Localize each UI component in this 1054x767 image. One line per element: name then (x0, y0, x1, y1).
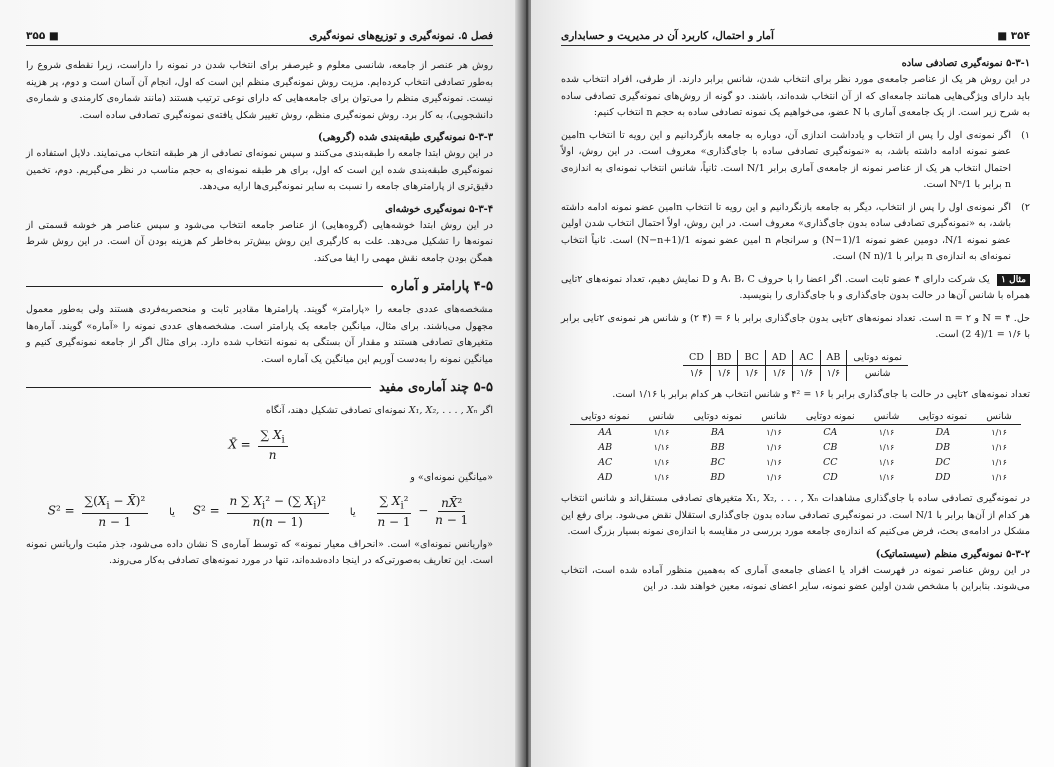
without-replacement-table (683, 350, 908, 381)
table-cell: ۱/۶ (820, 365, 847, 381)
table-cell: DC (935, 457, 951, 468)
table-cell: AC (598, 457, 613, 468)
list-item (561, 128, 1030, 200)
params-text: مشخصه‌های عددی جامعه را «پارامتر» گویند. پارامترها مقادیر ثابت و منحصربه‌فردی هستند ولی به‌طور معمول مجهول می‌باشند. برای مثال، میانگین جامعه یک پارامتر است. مشخصه‌های عددی نمونه را «آماره» گویند. آماره‌ها متغیرهای تصادفی هستند و مقدار آن بستگی به نمونه انتخاب شده دارد. برای مثال اگر از جامعه نمونه‌گیری کنیم و میانگین نمونه را به‌دست آوریم این میانگین یک آماره است. (26, 304, 493, 365)
table-row (570, 455, 1020, 470)
table-cell: ۱/۱۶ (653, 443, 670, 452)
table-cell: ۱/۱۶ (878, 473, 895, 482)
stratified-text: در این روش ابتدا جامعه را طبقه‌بندی می‌کنند و سپس نمونه‌ای تصادفی از هر طبقه انتخاب می‌نمایند. دلایل استفاده از نمونه‌گیری طبقه‌بندی شده این است که اول، برای هر طبقه نمونه‌ای به حجم مناسب در نظر می‌گیریم. دوم، تخمین دقیق‌تری از پارامترهای جامعه را نسبت به سایر نمونه‌گیری‌ها ارایه می‌دهد. (26, 148, 493, 192)
right-page (531, 0, 1054, 767)
params-section-title: ۴-۵ پارامتر و آماره (390, 279, 493, 294)
right-header-title: آمار و احتمال، کاربرد آن در مدیریت و حسابداری (561, 30, 774, 42)
table-cell: BC (710, 457, 725, 468)
or-word: یا (349, 507, 356, 519)
table-cell: DA (935, 427, 951, 438)
column-header: نمونه دوتایی (683, 409, 753, 425)
table-cell: BD (710, 350, 738, 366)
stats-intro-suffix: نمونه‌ای تصادفی تشکیل دهند، آنگاه (265, 405, 406, 416)
left-page-header (26, 30, 493, 46)
table-header-row (570, 409, 1020, 425)
table-cell: AC (793, 350, 820, 366)
srs-heading: ۵-۳-۱ نمونه‌گیری تصادفی ساده (901, 58, 1030, 69)
column-header: نمونه دوتایی (570, 409, 640, 425)
cluster-heading: ۵-۳-۴ نمونه‌گیری خوشه‌ای (385, 203, 493, 215)
table-cell: ۱/۱۶ (653, 458, 670, 467)
table-cell: CB (823, 442, 838, 453)
right-page-number: ۳۵۴ ■ (997, 30, 1030, 42)
table-row (570, 470, 1020, 485)
list-item-number: ۱) (1021, 129, 1030, 141)
right-page-content (561, 30, 1030, 602)
stats-section-heading (26, 380, 493, 395)
table-cell: ۱/۱۶ (878, 458, 895, 467)
section-rule (26, 387, 371, 388)
table-cell: ۱/۱۶ (991, 443, 1007, 452)
stats-intro-prefix: اگر (480, 405, 493, 416)
table-cell: ۱/۶ (793, 365, 820, 381)
list-item-text: اگر نمونه‌ی اول را پس از انتخاب و یادداشت اندازی آن، دوباره به جامعه بازگردانیم و این رویه تا انتخاب nامین عضو نمونه ادامه داشته باشد، به «نمونه‌گیری تصادفی ساده با جای‌گذاری» معروف است. در این روش، اولاً احتمال انتخاب هر یک از عناصر نمونه از جامعه‌ی آماری برابر 1/N است. ثانیاً، شانس انتخاب نمونه‌ای به اندازه‌ی n برابر با 1/Nⁿ است. (561, 129, 1011, 190)
left-page (0, 0, 523, 767)
table-cell: AB (598, 442, 613, 453)
example-text: یک شرکت دارای ۴ عضو ثابت است. اگر اعضا را با حروف A، B، C و D نمایش دهیم، تعداد نمونه‌های ۲تایی همراه با شانس آن‌ها در حالت بدون جای‌گذاری و با جای‌گذاری را بنویسید. (561, 273, 1030, 301)
table-cell: AB (820, 350, 847, 366)
right-page-header (561, 30, 1030, 46)
list-item-text: اگر نمونه‌ی اول را پس از انتخاب، دیگر به جامعه بازنگردانیم و این رویه تا انتخاب nامین عضو نمونه ادامه داشته باشد، به «نمونه‌گیری تصادفی ساده بدون جای‌گذاری» معروف است. در این روش، اولاً احتمال انتخاب شدن اولین عضو نمونه 1/N، دومین عضو نمونه 1/(N−1) و سرانجام n امین عضو نمونه 1/(N−n+1) است. ثانیاً انتخاب نمونه‌ای به اندازه‌ی n برابر با 1/(N n) است. (561, 201, 1012, 262)
table-row (570, 440, 1020, 455)
table-cell: CA (823, 427, 838, 438)
stats-intro-line (26, 403, 493, 420)
table-cell: ۱/۱۶ (878, 443, 895, 452)
table-cell: BC (738, 350, 765, 366)
params-section-heading (26, 279, 493, 294)
column-header: شانس (865, 409, 908, 425)
left-header-title: فصل ۵. نمونه‌گیری و توزیع‌های نمونه‌گیری (309, 30, 493, 42)
variance-paragraph: «واریانس نمونه‌ای» است. «انحراف معیار نمونه» که توسط آماره‌ی S نشان داده می‌شود، جذر مثبت واریانس نمونه است. این تعاریف به‌صورتی‌که در اینجا داده‌شده‌اند، تنها در مورد نمونه‌های تصادفی به‌کار می‌روند. (26, 538, 494, 567)
sample-variables: X₁, X₂, . . . , Xₙ (408, 405, 478, 416)
cluster-text: در این روش ابتدا خوشه‌هایی (گروه‌هایی) از عناصر جامعه انتخاب می‌شود و سپس عناصر هر خوشه قسمتی از نمونه‌ها را تشکیل می‌دهد. علت به کارگیری این روش بیش‌تر به‌خاطر کم هزینه بودن آن است. در این روش شرط همگن بودن جامعه نقش مهمی را ایفا می‌کند. (26, 219, 493, 264)
table-cell: ۱/۱۶ (991, 428, 1007, 437)
column-header: شانس (640, 409, 683, 425)
table-cell: ۱/۶ (738, 365, 765, 381)
table-cell: ۱/۶ (710, 365, 738, 381)
sample-variance-formula: S² = $\frac{\sum(X_i - X̄)^2}{n - 1}$ یا S² = $\frac{n \sum X_i^2 - (\sum X_i)^2}{n(n - 1)}$ یا $\frac{\sum X_i^2}{n - 1}$ − $\frac{\text{nX̄²}}{n - 1}$ (47, 494, 469, 529)
table-row (683, 350, 908, 366)
table-cell: AD (597, 472, 613, 483)
table-row-label: شانس (847, 365, 908, 381)
list-item-number: ۲) (1021, 201, 1030, 213)
table-cell: ۱/۱۶ (766, 473, 782, 482)
table-cell: DD (935, 472, 951, 483)
column-header: نمونه دوتایی (908, 409, 978, 425)
column-header: شانس (978, 409, 1021, 425)
table-cell: ۱/۶ (689, 367, 704, 379)
column-header: شانس (752, 409, 795, 425)
mean-label: «میانگین نمونه‌ای» و (410, 471, 493, 483)
table-cell: ۱/۱۶ (991, 458, 1007, 467)
or-word: یا (169, 507, 175, 519)
table-cell: ۱/۱۶ (991, 473, 1007, 482)
with-replacement-table (570, 409, 1020, 485)
table-row-label: نمونه دوتایی (847, 350, 908, 366)
sample-mean-formula: X̄ = $\frac{\sum X_i}{n}$ (26, 428, 493, 462)
with-replacement-intro: تعداد نمونه‌های ۲تایی در حالت با جای‌گذاری برابر با ۱۶ = ۴² و شانس انتخاب هر کدام برابر با ۱/۱۶ است. (612, 388, 1030, 400)
table-cell: BD (710, 472, 726, 483)
table-cell: AA (598, 427, 613, 438)
column-header: نمونه دوتایی (796, 409, 866, 425)
table-row (683, 365, 908, 381)
example-solution: حل. N = ۴ و n = ۲ است. تعداد نمونه‌های ۲تایی بدون جای‌گذاری برابر با ۶ = (۴ ۲) و شانس هر نمونه‌ی ۲تایی برابر با ۱/۶ = 1/(4 2) است. (561, 312, 1031, 340)
table-cell: ۱/۶ (765, 365, 792, 381)
table-cell: ۱/۱۶ (878, 428, 895, 437)
table-cell: CD (683, 350, 710, 366)
table-cell: ۱/۱۶ (766, 428, 782, 437)
table-cell: ۱/۱۶ (766, 443, 782, 452)
table-cell: BA (710, 427, 725, 438)
systematic-heading: ۵-۳-۲ نمونه‌گیری منظم (سیستماتیک) (875, 548, 1030, 560)
srs-text: در این روش هر یک از عناصر جامعه‌ی مورد نظر برای انتخاب شدن، شانس برابر دارند. از طرفی، افراد انتخاب شده باید دارای ویژگی‌هایی همانند جامعه‌ای که از آن انتخاب شده‌اند، باشند. دو گونه از روش‌های نمونه‌گیری تصادفی ساده به شرح زیر است. از یک جامعه‌ی آماری با N عضو، می‌خواهیم یک نمونه تصادفی ساده به حجم n انتخاب کنیم: (561, 74, 1030, 118)
intro-paragraph: روش هر عنصر از جامعه، شانسی معلوم و غیرصفر برای انتخاب شدن در نمونه را داراست، زیرا نقطه‌ی شروع را به‌طور تصادفی انتخاب کرده‌ایم. مزیت روش نمونه‌گیری منظم این است که اول، انجام آن آسان است و دوم، پر هزینه نیست. نمونه‌گیری منظم را می‌توان برای جامعه‌هایی که دارای نوعی ترتیب هستند (مانند شماره‌ی کارمندی و شماره‌ی دانشجویی)، به کار برد. روش نمونه‌گیری منظم، روش تغییر شکل یافته‌ی نمونه‌گیری تصادفی ساده است. (26, 60, 493, 121)
table-cell: AD (765, 350, 792, 366)
table-cell: DB (935, 442, 951, 453)
table-cell: ۱/۱۶ (766, 458, 782, 467)
stratified-heading: ۵-۳-۳ نمونه‌گیری طبقه‌بندی شده (گروهی) (317, 132, 493, 143)
section-rule (26, 286, 383, 287)
stats-section-title: ۵-۵ چند آماره‌ی مفید (379, 380, 493, 395)
after-table-text: در نمونه‌گیری تصادفی ساده با جای‌گذاری مشاهدات X₁, X₂, . . . , Xₙ متغیرهای تصادفی مستقل‌اند و شانس انتخاب هر کدام از آن‌ها برابر با 1/N است. در نمونه‌گیری تصادفی ساده بدون جای‌گذاری استقلال نقض می‌شود. برای رفع این مشکل در ادامه‌ی بحث، فرض می‌کنیم که اندازه‌ی جامعه مورد بررسی در مقایسه با اندازه‌ی نمونه بسیار بزرگ است. (561, 493, 1031, 537)
systematic-text: در این روش عناصر نمونه در فهرست افراد یا اعضای جامعه‌ی آماری که به‌همین منظور آماده شده است، انتخاب می‌شوند. بنابراین با مشخص شدن اولین عضو نمونه، سایر اعضای نمونه، معین خواهند شد. در این (561, 564, 1030, 592)
table-cell: CC (823, 457, 838, 468)
example-tag: مثال ۱ (997, 274, 1030, 286)
left-page-content (26, 30, 493, 576)
example-paragraph (561, 272, 1030, 305)
table-row (570, 425, 1020, 441)
table-cell: CD (822, 472, 838, 483)
left-page-number: ■ ۳۵۵ (26, 30, 59, 42)
table-cell: BB (710, 442, 725, 453)
table-cell: ۱/۱۶ (653, 428, 670, 437)
table-cell: ۱/۱۶ (653, 473, 670, 482)
list-item (561, 200, 1030, 272)
